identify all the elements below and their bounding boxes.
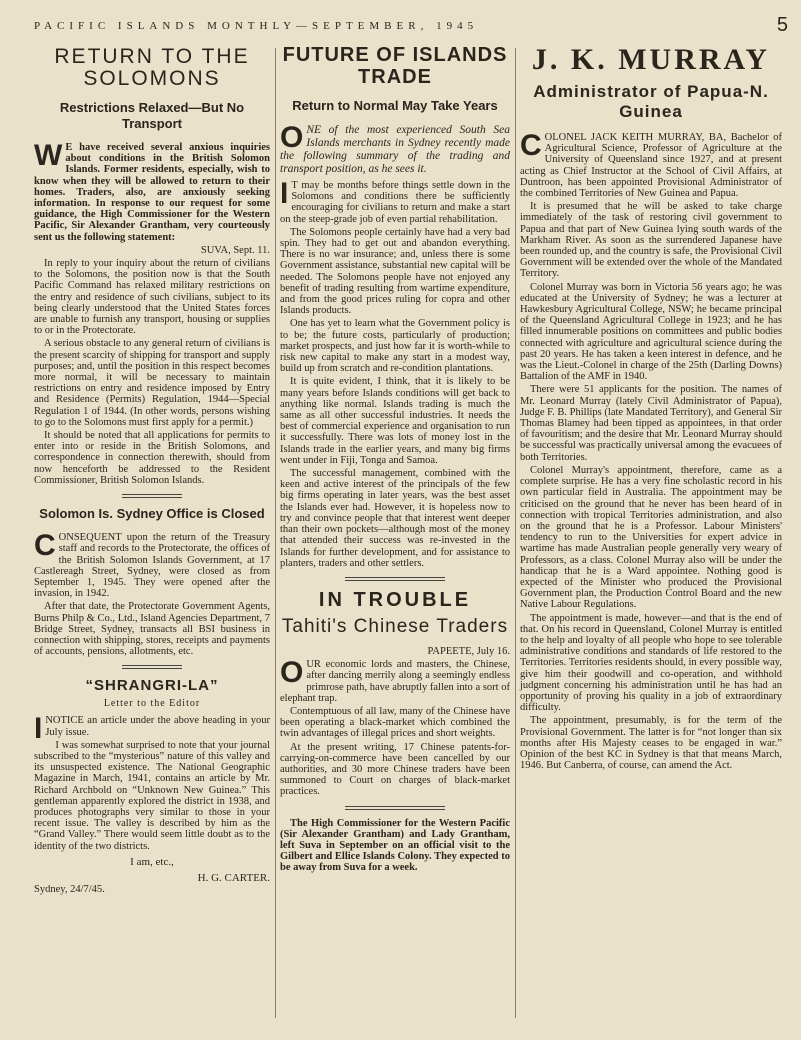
body-paragraph: Contemptuous of all law, many of the Chinese have been operating a black-market which combined the twin advantages of illegal prices and short weights.	[280, 705, 510, 740]
tahiti-title: Tahiti's Chinese Traders	[281, 615, 509, 637]
section-divider	[345, 806, 445, 810]
body-paragraph: The appointment is made, however—and that is the end of that. On his record in Queensland, Colonel Murray is entitled to the help and loyalty of all people who hope to see tolerable administrative conditions and standards of life restored to the Territories. Territories residents should, in every possible way, give him their goodwill and co-operation, and withhold judgment concerning his administration until he has had an opportunity of proving his quality in a job of extraordinary difficulty.	[520, 612, 782, 714]
letter-place-date: Sydney, 24/7/45.	[34, 883, 105, 895]
section-divider	[345, 577, 445, 581]
section-divider	[122, 665, 182, 669]
trouble-title: IN TROUBLE	[318, 588, 472, 611]
body-paragraph: It should be noted that all applications for permits to enter into or reside in the British Solomons, and correspondence in connection therewith, should from now henceforth be addressed to the Resident Commissioner, British Solomon Islands.	[34, 430, 270, 486]
letter-title: “SHRANGRI-LA”	[85, 677, 219, 695]
title-line: TRADE	[358, 66, 432, 88]
body-paragraph: The Solomons people certainly have had a very bad spin. They had to get out and abandon everything. There is no war insurance; and, unless there is some Government assistance, substantial new capital will be needed. The Solomons people have not enjoyed any benefit of trading resulting from wartime expenditure, and from the good prices ruling for copra and other Islands products.	[280, 226, 510, 317]
article-lead	[520, 129, 782, 200]
lead-text: NOTICE an article under the above heading in your July issue.	[45, 715, 270, 738]
office-title: Solomon Is. Sydney Office is Closed	[39, 506, 265, 522]
body-paragraph: The successful management, combined with the keen and active interest of the principals of the few big firms operating in later years, was the best asset the Islands ever had. However, it is hopeless now to try and convince people that that interest went deeper than their own pockets—although most of the money that attended their success was re-invested in the Islands for further development, and for assistance to planters, traders and other settlers.	[280, 468, 510, 569]
lead-text: OLONEL JACK KEITH MURRAY, BA, Bachelor of Agricultural Science, Professor of Agriculture at the University of Queensland since 1927, and at present acting as Chief Instructor at the School of Civil Affairs, at Duntroon, has been appointed Provisional Administrator of the combined Territories of New Guinea and Papua.	[520, 132, 782, 200]
commissioner-note: The High Commissioner for the Western Pacific (Sir Alexander Grantham) and Lady Grantham, left Suva in September on an official visit to the Gilbert and Ellice Islands Colony. They expected to be away from Suva for a week.	[280, 817, 510, 874]
body-paragraph: It is presumed that he will be asked to take charge immediately of the task of restoring civil government to Papua and that part of New Guinea lying south wards of the Markham River. As soon as the surrendered Japanese have been rounded up, and the country is safe, the Provisional Civil Government will be extended over the whole of the Mandated Territory.	[520, 201, 782, 280]
drop-cap: I	[280, 177, 289, 210]
dateline: PAPEETE, July 16.	[427, 645, 510, 657]
body-paragraph: One has yet to learn what the Government policy is to be; the future costs, particularly of production; market prospects, and just how far it is worth-while to risk new capital to make any start in a modest way, build up from scratch and re-condition plantations.	[280, 318, 510, 375]
body-paragraph: At the present writing, 17 Chinese patents-for-carrying-on-commerce have been cancelled by our authorities, and 30 more Chinese traders have been summoned to Court on charges of black-market practices.	[280, 741, 510, 798]
lead-text: T may be months before things settle down in the Solomons and conditions there be sufficiently encouraging for civilians to return and make a start on the steep-grade job of even partial rehabilitation.	[280, 180, 510, 225]
page-number: 5	[776, 14, 788, 36]
drop-cap: O	[280, 121, 304, 154]
article-lead	[280, 656, 510, 704]
column-middle	[280, 44, 510, 876]
drop-cap: I	[34, 712, 43, 746]
article-lead	[280, 177, 510, 225]
article-subtitle: Restrictions Relaxed—But No Transport	[59, 100, 245, 131]
letter-byline: Letter to the Editor	[103, 698, 201, 710]
running-title: PACIFIC ISLANDS MONTHLY—SEPTEMBER, 1945	[34, 20, 479, 32]
column-rule	[515, 48, 516, 1018]
page-header	[34, 14, 788, 36]
title-line: SOLOMONS	[83, 67, 221, 90]
article-subtitle: Administrator of Papua-N. Guinea	[533, 82, 769, 121]
body-paragraph: In reply to your inquiry about the return of civilians to the Solomons, the position now is that the South Pacific Command has relaxed military restrictions on the entry and residence of such civilians, subject to its being clearly understood that the United States forces are unable to furnish any transport, housing or supplies to or in the Protectorate.	[34, 258, 270, 337]
body-paragraph: I was somewhat surprised to note that your journal subscribed to the “mysterious” nature of this valley and its unsuspected existence. The National Geographic Magazine in March, 1941, contains an article by Mr. Richard Archbold on “Unknown New Guinea.” This gentleman apparently explored the district in 1938, and produces photographs very similar to those in your recent issue. The valley is described by him as the “Grand Valley.” There would seem little doubt as to the identity of the two districts.	[34, 739, 270, 852]
article-lead	[34, 139, 270, 243]
section-divider	[122, 494, 182, 498]
body-paragraph: Colonel Murray's appointment, therefore, came as a complete surprise. He has a very fine scholastic record in his own particular field in Australia. The appointment may be criticised on the ground that he never has been heard of in connection with tropical Territories administration, and also on the ground that he is a Professor. Labour Ministers' tendency to run to the Universities for expert advice in wartime has made Australian people generally very weary of Professors, as a class. Colonel Murray also will be under the handicap that he is a Ward appointee. Nothing good is expected of the Minister who produced the Provisional Government plan, the Production Control Board and the new Native Labour Regulations.	[520, 464, 782, 611]
lead-text: E have received several anxious inquiries about conditions in the British Solomon Islands. Former residents, especially, wish to know when they will be allowed to return to their homes. Traders, also, are anxiously seeking information. In response to our request for some guidance, the High Commissioner for the Western Pacific, Sir Alexander Grantham, very courteously sent us the following statement:	[34, 142, 270, 243]
column-rule	[275, 48, 276, 1018]
intro-text: NE of the most experienced South Sea Islands merchants in Sydney recently made the following summary of the trading and transport position, as he sees it.	[280, 124, 510, 175]
letter-lead	[34, 712, 270, 746]
article-title-murray: J. K. MURRAY	[531, 43, 771, 76]
body-paragraph: After that date, the Protectorate Government Agents, Burns Philp & Co., Ltd., Island Agencies Department, 7 Bridge Street, Sydney, transacts all BSI business in connection with shipping, stores, receipts and payments of accounts, pensions, allotments, etc.	[34, 601, 270, 658]
article-title-solomons	[34, 46, 270, 90]
article-subtitle: Return to Normal May Take Years	[292, 98, 498, 113]
dateline: SUVA, Sept. 11.	[200, 244, 270, 256]
lead-text: ONSEQUENT upon the return of the Treasury staff and records to the Protectorate, the offices of the British Solomon Islands Government, at 17 Castlereagh Street, Sydney, were closed as from September 1, 1945. They were opened after the invasion, in 1942.	[34, 532, 270, 600]
body-paragraph: A serious obstacle to any general return of civilians is the present scarcity of shipping for transport and supply purposes; and, until the position in this respect becomes more normal, it will be necessary to maintain restrictions on entry and residence imposed by Entry and Residence (Permits) Regulation, 1944—Special Regulation 1 of 1944. (In other words, persons wishing to go to the Solomons must first apply for a permit.)	[34, 338, 270, 428]
title-line: FUTURE OF ISLANDS	[282, 44, 508, 66]
letter-closing: I am, etc.,	[130, 855, 174, 868]
office-lead	[34, 529, 270, 600]
drop-cap: W	[34, 139, 63, 172]
title-line: RETURN TO THE	[54, 45, 250, 68]
body-paragraph: Colonel Murray was born in Victoria 56 years ago; he was educated at the University of Sydney; he was a lecturer at Hawkesbury Agricultural College, NSW; he became principal of the Queensland Agricultural College in 1923; and he has filled innumerable positions on committees and public bodies connected with agriculture and agricultural science during the past 20 years. He has taken a keen interest in defence, and he was the Lieut.-Colonel in charge of the 25th (Darling Downs) Battalion of the AMF in 1940.	[520, 281, 782, 383]
drop-cap: C	[520, 129, 542, 162]
column-right	[520, 44, 782, 773]
article-title-trade	[280, 44, 510, 88]
body-paragraph: There were 51 applicants for the position. The names of Mr. Leonard Murray (lately Civil Administrator of Papua), Judge F. B. Phillips (late Mandated Territory), and General Sir Thomas Blamey had been tipped as appointees, in that order of favouritism; and the desire that Mr. Leonard Murray should be successful was practically universal among the evacuees of both Territories.	[520, 384, 782, 463]
column-left	[34, 44, 270, 897]
drop-cap: O	[280, 656, 304, 690]
body-paragraph: The appointment, presumably, is for the term of the Provisional Government. The latter is for “not longer than six months after His Majesty ceases to be engaged in war.” Opinion of the best KC in Sydney is that that means March, 1946. But Canberra, of course, can amend the Act.	[520, 715, 782, 772]
body-paragraph: It is quite evident, I think, that it is likely to be many years before Islands conditions will get back to anything like normal. Islands trading is much the same as all other successful industries. It needs the best of commercial experience and organisation to run it successfully. There was lots of money lost in the Islands trade in the earlier years, and many big firms went under in Fiji, Tonga and Samoa.	[280, 376, 510, 466]
drop-cap: C	[34, 529, 56, 563]
letter-signature: H. G. CARTER.	[197, 871, 270, 884]
article-intro	[280, 121, 510, 176]
lead-text: UR economic lords and masters, the Chinese, after dancing merrily along a seemingly endless primrose path, have abruptly fallen into a sort of elephant trap.	[280, 659, 510, 704]
